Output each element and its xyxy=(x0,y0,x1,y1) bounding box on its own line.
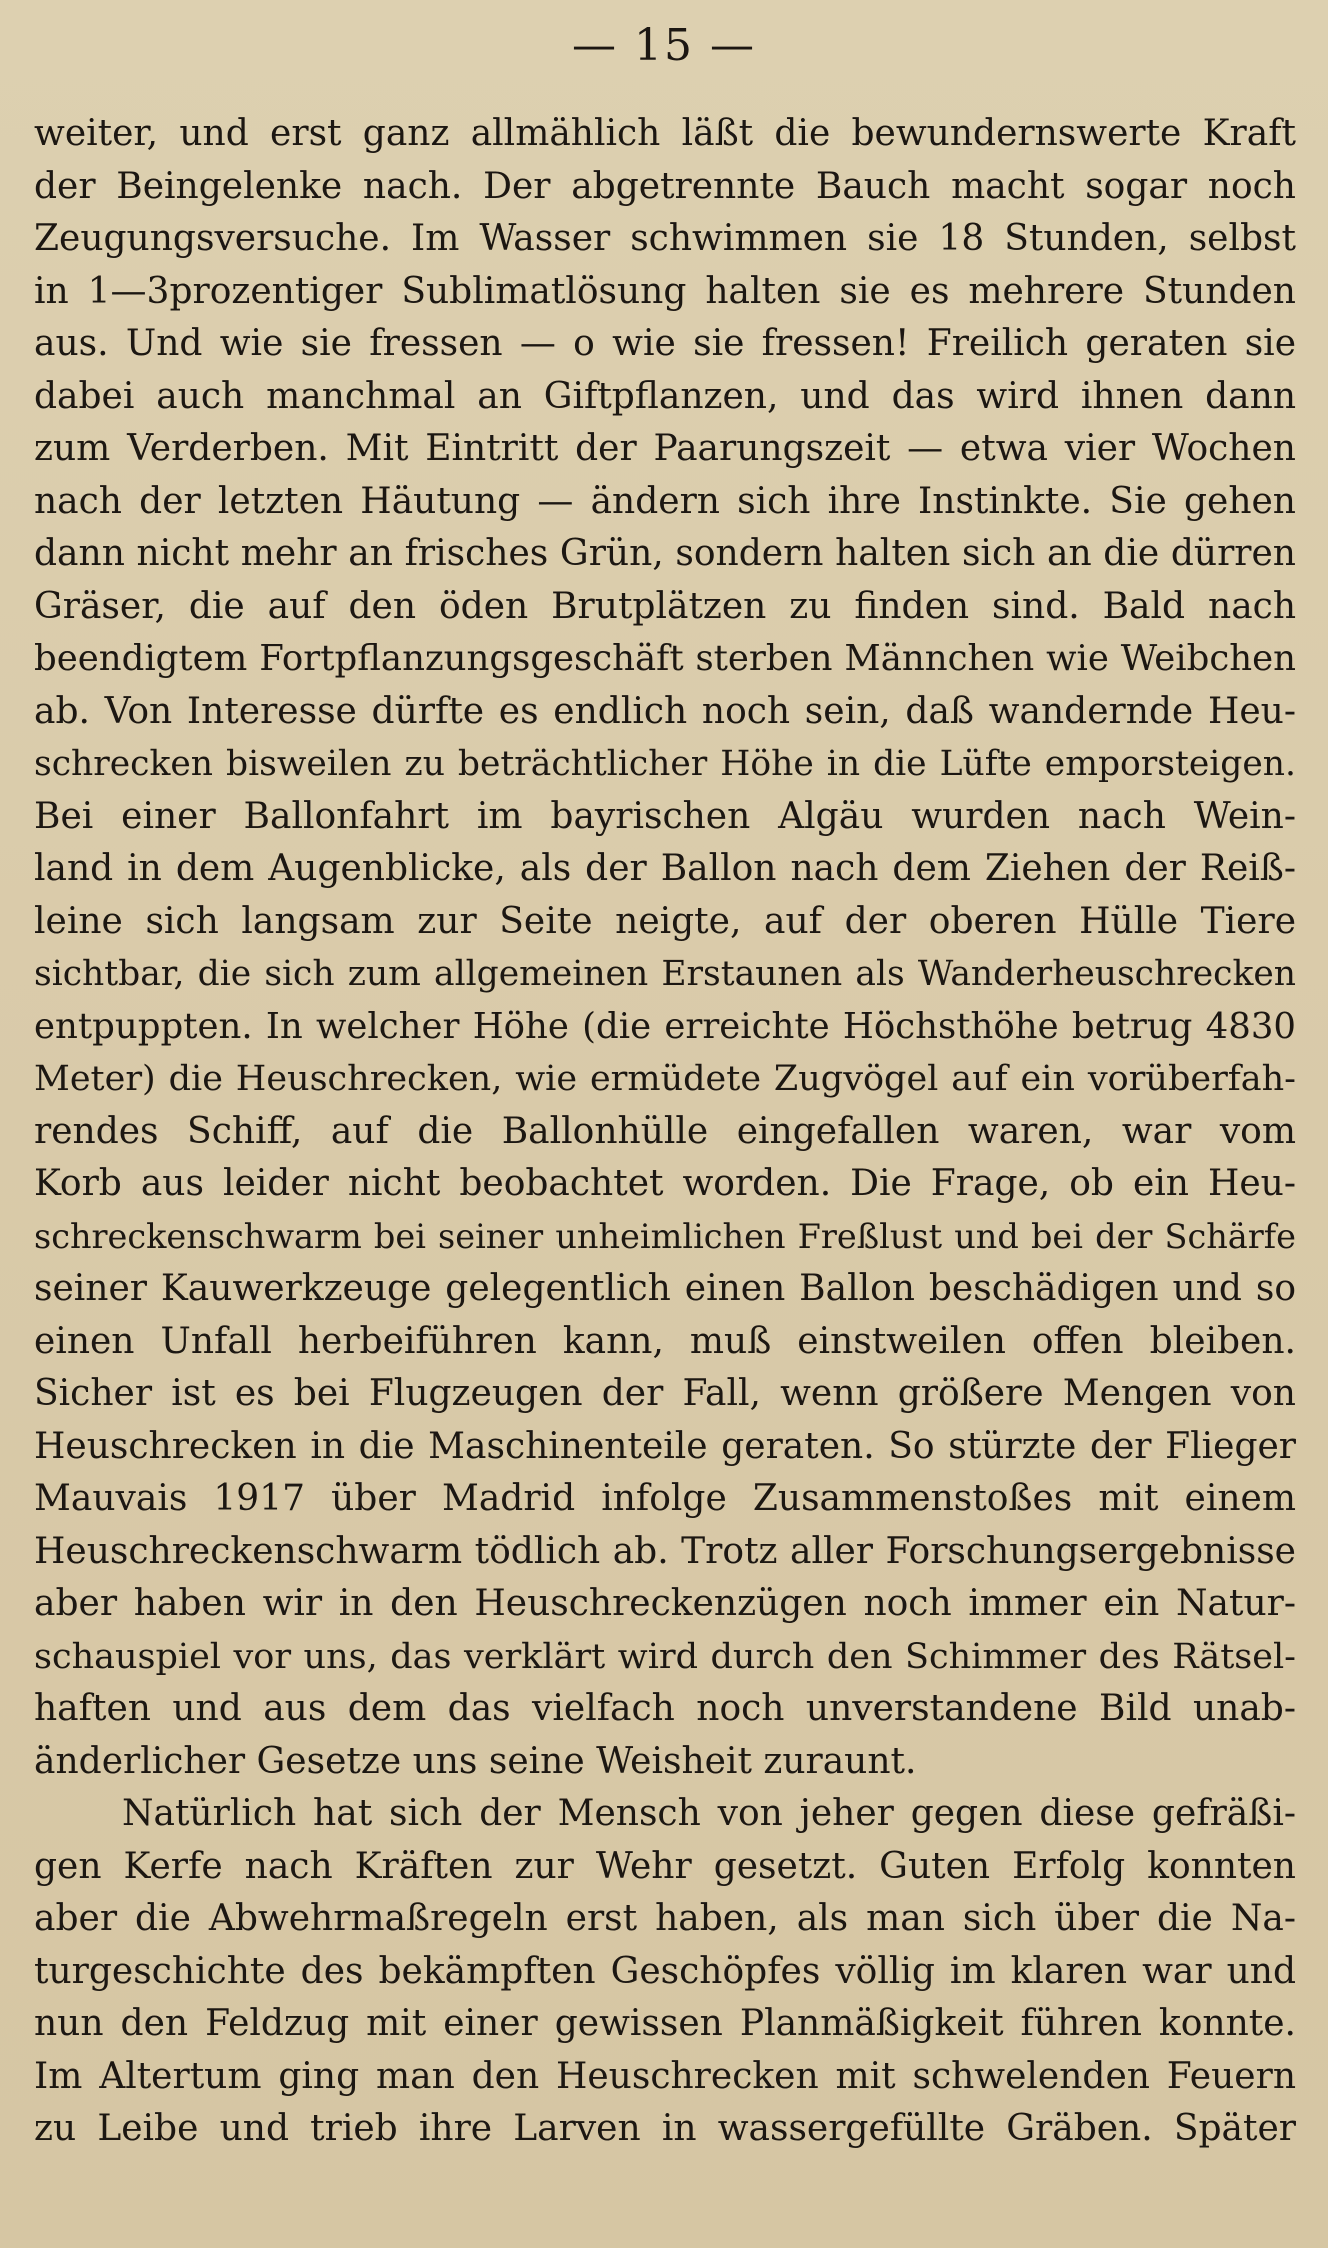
text-line: zu Leibe und trieb ihre Larven in wassergefüllte Gräben. Später xyxy=(34,2108,1296,2149)
text-line: Bei einer Ballonfahrt im bayrischen Algäu wurden nach Wein- xyxy=(34,795,1296,837)
text-line: rendes Schiff, auf die Ballonhülle eingefallen waren, war vom xyxy=(34,1110,1296,1152)
text-line: in 1—3prozentiger Sublimatlösung halten sie es mehrere Stunden xyxy=(34,270,1296,312)
text-line: land in dem Augenblicke, als der Ballon nach dem Ziehen der Reiß- xyxy=(34,848,1296,889)
text-line: entpuppten. In welcher Höhe (die erreichte Höchsthöhe betrug 4830 xyxy=(34,1005,1296,1047)
text-line: Sicher ist es bei Flugzeugen der Fall, wenn größere Mengen von xyxy=(34,1373,1296,1414)
text-line: weiter, und erst ganz allmählich läßt die bewundernswerte Kraft xyxy=(34,113,1296,154)
text-line: aber die Abwehrmaßregeln erst haben, als man sich über die Na- xyxy=(34,1898,1296,1939)
text-line: einen Unfall herbeiführen kann, muß einstweilen offen bleiben. xyxy=(34,1320,1296,1362)
text-line: sichtbar, die sich zum allgemeinen Erstaunen als Wanderheuschrecken xyxy=(34,954,1296,994)
text-line: Meter) die Heuschrecken, wie ermüdete Zugvögel auf ein vorüberfah- xyxy=(34,1059,1296,1099)
text-line: nach der letzten Häutung — ändern sich ihre Instinkte. Sie gehen xyxy=(34,480,1296,522)
body-text xyxy=(34,108,1296,2156)
text-line: schrecken bisweilen zu beträchtlicher Höhe in die Lüfte emporsteigen. xyxy=(34,744,1296,784)
text-line: dann nicht mehr an frisches Grün, sondern halten sich an die dürren xyxy=(34,533,1296,574)
page-number: — 15 — xyxy=(572,20,756,71)
text-line: änderlicher Gesetze uns seine Weisheit zuraunt. xyxy=(34,1740,917,1782)
text-line: Natürlich hat sich der Mensch von jeher gegen diese gefräßi- xyxy=(122,1793,1296,1834)
text-line: gen Kerfe nach Kräften zur Wehr gesetzt. Guten Erfolg konnten xyxy=(34,1845,1296,1887)
text-line: Im Altertum ging man den Heuschrecken mit schwelenden Feuern xyxy=(34,2055,1296,2097)
text-line: aber haben wir in den Heuschreckenzügen noch immer ein Natur- xyxy=(34,1583,1296,1624)
text-line: Heuschreckenschwarm tödlich ab. Trotz aller Forschungsergebnisse xyxy=(34,1530,1296,1572)
text-line: der Beingelenke nach. Der abgetrennte Bauch macht sogar noch xyxy=(34,165,1296,207)
text-line: schreckenschwarm bei seiner unheimlichen Freßlust und bei der Schärfe xyxy=(34,1216,1296,1256)
text-line: Gräser, die auf den öden Brutplätzen zu finden sind. Bald nach xyxy=(34,585,1296,627)
text-line: Mauvais 1917 über Madrid infolge Zusammenstoßes mit einem xyxy=(34,1478,1296,1519)
text-line: leine sich langsam zur Seite neigte, auf der oberen Hülle Tiere xyxy=(34,900,1296,942)
text-line: ab. Von Interesse dürfte es endlich noch sein, daß wandernde Heu- xyxy=(34,690,1296,732)
text-line: nun den Feldzug mit einer gewissen Planmäßigkeit führen konnte. xyxy=(34,2003,1296,2044)
paragraph-1 xyxy=(34,108,1296,1788)
text-line: zum Verderben. Mit Eintritt der Paarungszeit — etwa vier Wochen xyxy=(34,428,1296,469)
text-line: schauspiel vor uns, das verklärt wird durch den Schimmer des Rätsel- xyxy=(34,1636,1296,1677)
paragraph-2 xyxy=(34,1788,1296,2156)
text-line: dabei auch manchmal an Giftpflanzen, und das wird ihnen dann xyxy=(34,375,1296,417)
text-line: Heuschrecken in die Maschinenteile geraten. So stürzte der Flieger xyxy=(34,1425,1296,1467)
text-line: aus. Und wie sie fressen — o wie sie fressen! Freilich geraten sie xyxy=(34,323,1296,364)
text-line: beendigtem Fortpflanzungsgeschäft sterben Männchen wie Weibchen xyxy=(34,638,1296,679)
text-line: turgeschichte des bekämpften Geschöpfes völlig im klaren war und xyxy=(34,1950,1296,1992)
text-line: haften und aus dem das vielfach noch unverstandene Bild unab- xyxy=(34,1688,1296,1729)
text-line: seiner Kauwerkzeuge gelegentlich einen Ballon beschädigen und so xyxy=(34,1268,1296,1309)
text-line: Korb aus leider nicht beobachtet worden. Die Frage, ob ein Heu- xyxy=(34,1163,1296,1204)
text-line: Zeugungsversuche. Im Wasser schwimmen sie 18 Stunden, selbst xyxy=(34,218,1296,259)
